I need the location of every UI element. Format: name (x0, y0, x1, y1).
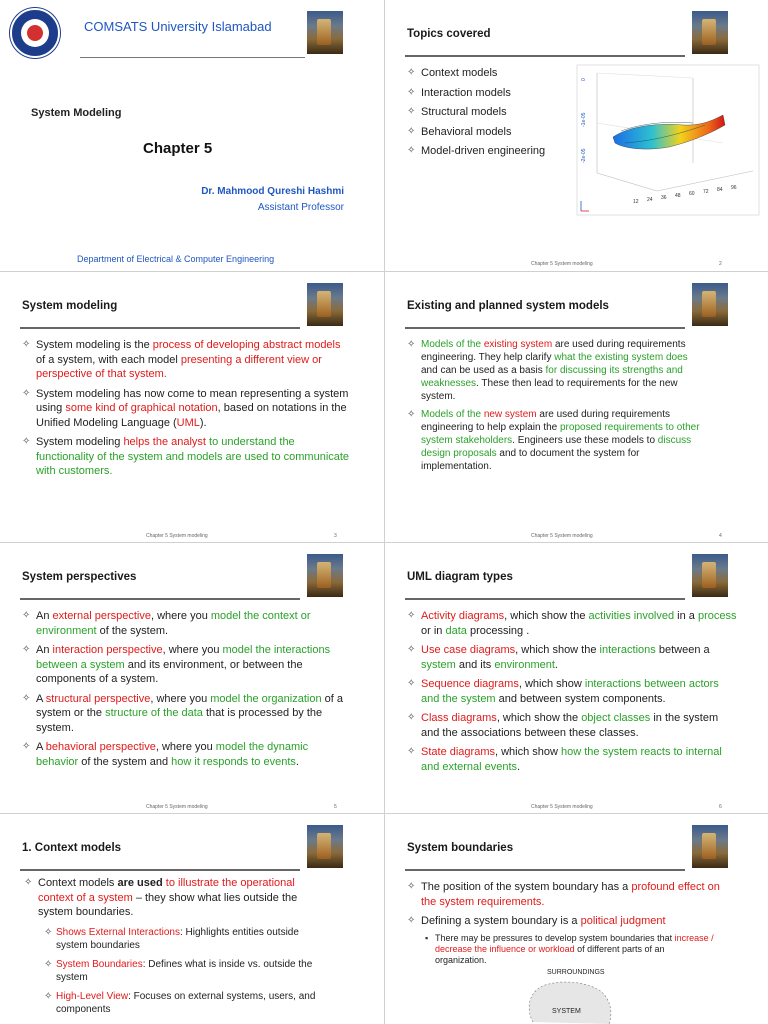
system-boundary-diagram (525, 978, 615, 1024)
system-label: SYSTEM (552, 1008, 581, 1015)
bullet-list (24, 876, 324, 1022)
footer-label: Chapter 5 System modeling (146, 533, 208, 539)
list-item: ✧ Model-driven engineering (407, 144, 577, 159)
list-item: ✧ An interaction perspective, where you model the interactions between a system and its environment, or between the components of a system. (22, 643, 352, 687)
x-tick-label: 24 (647, 197, 653, 203)
title-rule (80, 57, 305, 58)
x-tick-label: 84 (717, 187, 723, 193)
slide-thumbnail-image (307, 554, 343, 597)
list-item: ✧ System modeling is the process of developing abstract models of a system, with each model presenting a different view or perspective of that system. (22, 338, 352, 382)
slide-title: System boundaries (407, 842, 514, 854)
slide-5[interactable] (0, 543, 384, 814)
sub-list-item: ▪ There may be pressures to develop system boundaries that increase / decrease the influence or workload of different parts of an organization. (425, 933, 715, 966)
z-tick-label: -2e-05 (581, 148, 587, 163)
title-rule (405, 327, 685, 329)
list-item: ✧ Behavioral models (407, 125, 577, 140)
slide-thumbnail-image (692, 554, 728, 597)
author-role: Assistant Professor (257, 202, 344, 213)
x-tick-label: 48 (675, 193, 681, 199)
x-tick-label: 36 (661, 195, 667, 201)
x-tick-label: 60 (689, 191, 695, 197)
slide-1[interactable] (0, 0, 384, 271)
title-rule (405, 55, 685, 57)
page-number: 6 (719, 804, 722, 810)
list-item: ✧ Models of the new system are used during requirements engineering to help explain the proposed requirements to other system stakeholders. Engineers use these models to discuss design proposals and to document the system for implementation. (407, 408, 707, 473)
sub-list (425, 933, 715, 966)
title-rule (405, 598, 685, 600)
slide-title: 1. Context models (22, 842, 122, 854)
bullet-list (407, 338, 707, 478)
z-tick-label: -1e-05 (581, 112, 587, 127)
slide-title: System perspectives (22, 571, 137, 583)
chapter-title: Chapter 5 (143, 140, 213, 157)
list-item: ✧ System modeling helps the analyst to understand the functionality of the system and models are used to communicate with customers. (22, 435, 352, 479)
slide-7[interactable] (0, 814, 384, 1024)
bullet-list (407, 880, 722, 971)
list-item: ✧ Structural models (407, 105, 577, 120)
page-number: 3 (334, 533, 337, 539)
slide-4[interactable] (385, 272, 768, 543)
footer-label: Chapter 5 System modeling (146, 804, 208, 810)
list-item: ✧ Sequence diagrams, which show interactions between actors and the system and between system components. (407, 677, 737, 706)
slide-3[interactable] (0, 272, 384, 543)
university-seal-icon (10, 8, 60, 58)
department-name: Department of Electrical & Computer Engineering (77, 254, 275, 264)
bullet-list (407, 609, 737, 779)
slide-thumbnail-image (692, 11, 728, 54)
slide-thumbnail-image (692, 283, 728, 326)
slide-8[interactable] (385, 814, 768, 1024)
list-item: ✧ Interaction models (407, 86, 577, 101)
topic-list (407, 66, 577, 164)
list-item: ✧ State diagrams, which show how the system reacts to internal and external events. (407, 745, 737, 774)
sub-list-item: ✧ System Boundaries: Defines what is inside vs. outside the system (44, 958, 324, 984)
bullet-list (22, 338, 352, 484)
title-rule (405, 869, 685, 871)
title-rule (20, 598, 300, 600)
slide-thumbnail-image (307, 283, 343, 326)
slide-title: Topics covered (407, 28, 491, 40)
list-item: ✧ Models of the existing system are used during requirements engineering. They help clarify what the existing system does and can be used as a basis for discussing its strengths and weaknesses. These then lead to requirements for the new system. (407, 338, 707, 403)
slide-thumbnail-image (692, 825, 728, 868)
title-rule (20, 327, 300, 329)
slide-title: Existing and planned system models (407, 300, 609, 312)
university-name: COMSATS University Islamabad (84, 19, 272, 34)
slide-2[interactable] (385, 0, 768, 271)
surroundings-label: SURROUNDINGS (547, 969, 605, 976)
x-tick-label: 12 (633, 199, 639, 205)
page-number: 2 (719, 261, 722, 267)
page-number: 4 (719, 533, 722, 539)
footer-label: Chapter 5 System modeling (531, 261, 593, 267)
slide-thumbnail-image (307, 11, 343, 54)
list-item: ✧ A structural perspective, where you model the organization of a system or the structure of the data that is processed by the system. (22, 692, 352, 736)
slide-title: UML diagram types (407, 571, 513, 583)
deck-subtitle: System Modeling (31, 107, 122, 119)
slide-thumbnail-image (307, 825, 343, 868)
title-rule (20, 869, 300, 871)
sub-list-item: ✧ High-Level View: Focuses on external systems, users, and components (44, 990, 324, 1016)
list-item: ✧ Context models (407, 66, 577, 81)
x-tick-label: 72 (703, 189, 709, 195)
list-item: ✧ Context models are used to illustrate the operational context of a system – they show what lies outside the system boundaries. ✧ Shows External Interactions: Highlights entities outside system boundaries ✧ System Boundaries: Defines what is inside vs. outside the system ✧ High-Level View: Focuses on external systems, users, and components (24, 876, 324, 1016)
list-item: ✧ The position of the system boundary has a profound effect on the system requirements. (407, 880, 722, 909)
z-tick-label: 0 (581, 78, 587, 81)
sub-list-item: ✧ Shows External Interactions: Highlights entities outside system boundaries (44, 926, 324, 952)
slide-title: System modeling (22, 300, 118, 312)
sub-list (44, 926, 324, 1016)
3d-surface-plot-image (573, 63, 763, 221)
page-number: 5 (334, 804, 337, 810)
footer-label: Chapter 5 System modeling (531, 804, 593, 810)
footer-label: Chapter 5 System modeling (531, 533, 593, 539)
list-item: ✧ Defining a system boundary is a political judgment ▪ There may be pressures to develop system boundaries that increase / decrease the influence or workload of different parts of an organization. (407, 914, 722, 966)
list-item: ✧ Activity diagrams, which show the activities involved in a process or in data processing . (407, 609, 737, 638)
list-item: ✧ An external perspective, where you model the context or environment of the system. (22, 609, 352, 638)
list-item: ✧ A behavioral perspective, where you model the dynamic behavior of the system and how it responds to events. (22, 740, 352, 769)
author-name: Dr. Mahmood Qureshi Hashmi (201, 186, 344, 197)
slide-6[interactable] (385, 543, 768, 814)
bullet-list (22, 609, 352, 774)
list-item: ✧ Class diagrams, which show the object classes in the system and the associations between these classes. (407, 711, 737, 740)
list-item: ✧ System modeling has now come to mean representing a system using some kind of graphical notation, based on notations in the Unified Modeling Language (UML). (22, 387, 352, 431)
x-tick-label: 96 (731, 185, 737, 191)
list-item: ✧ Use case diagrams, which show the interactions between a system and its environment. (407, 643, 737, 672)
